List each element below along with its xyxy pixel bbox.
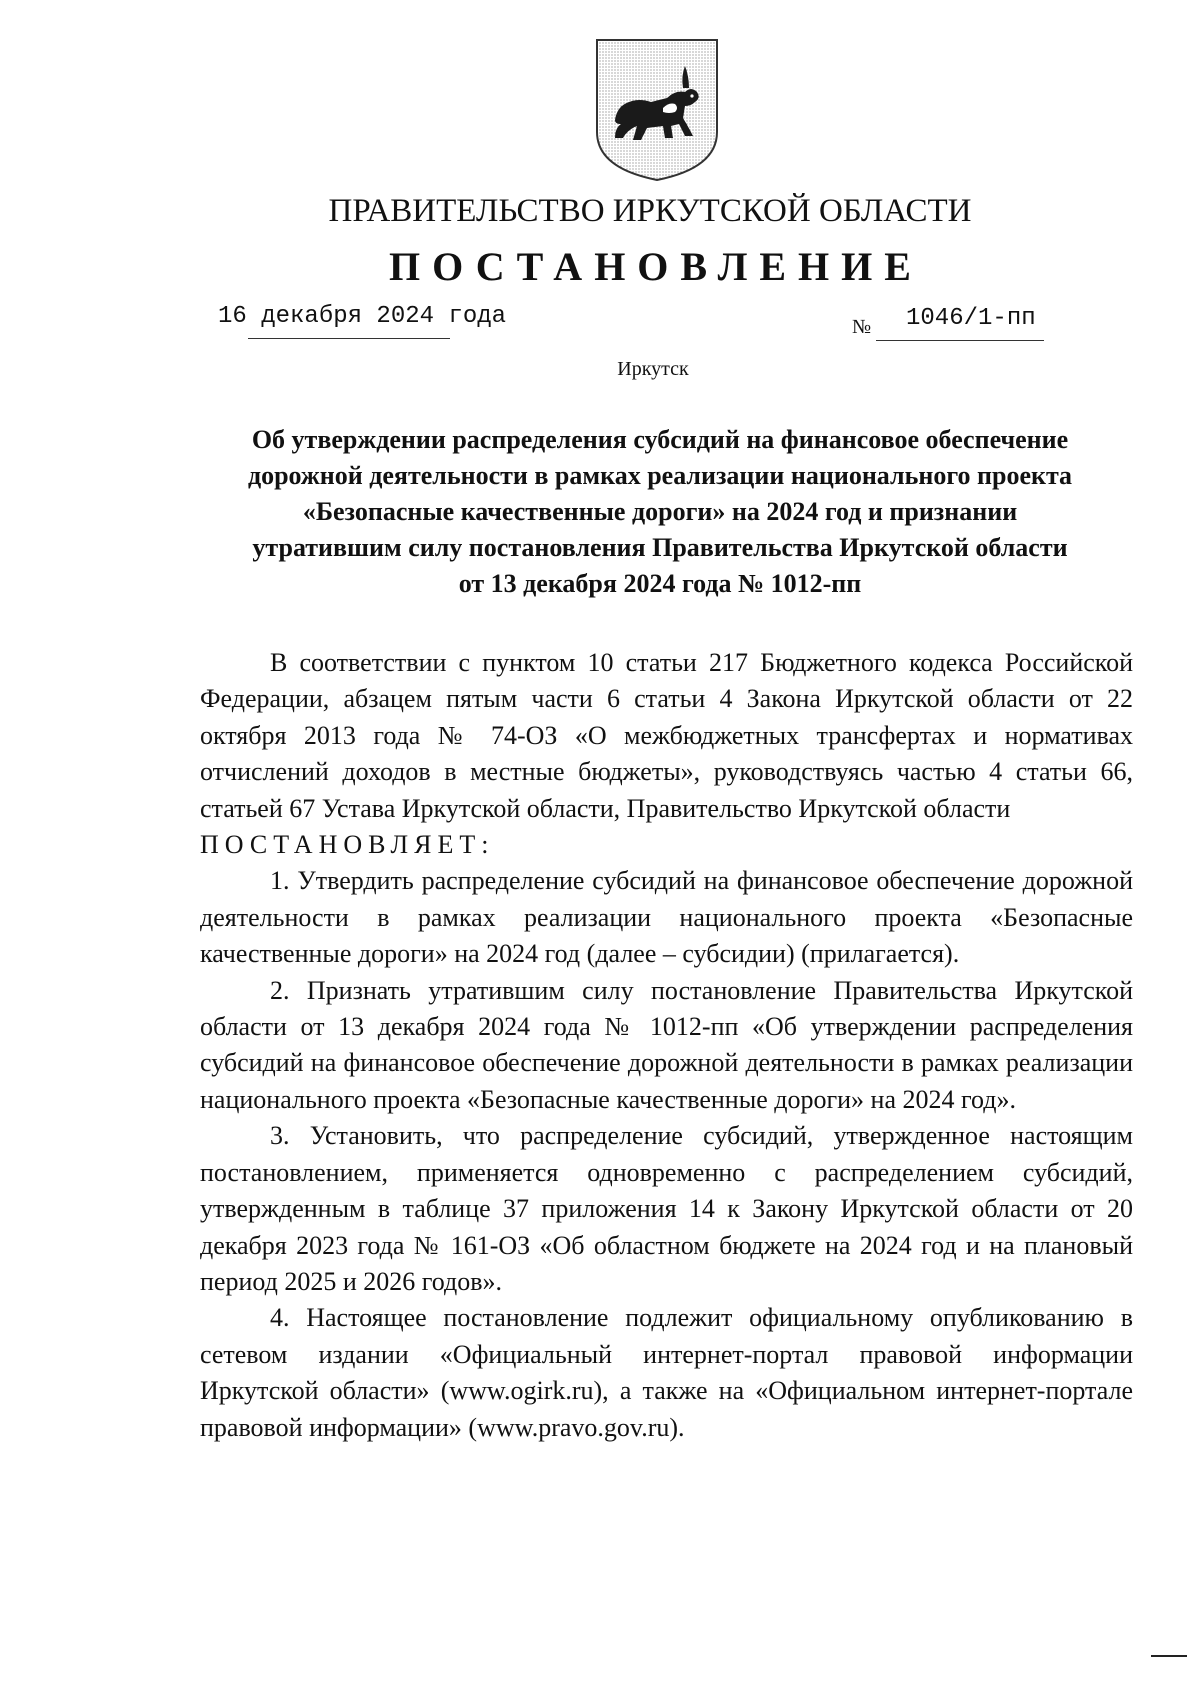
government-name: ПРАВИТЕЛЬСТВО ИРКУТСКОЙ ОБЛАСТИ [328,193,972,229]
document-title [200,422,1120,602]
date-underline [248,338,450,339]
document-date: 16 декабря 2024 года [218,303,507,330]
title-line: от 13 декабря 2024 года № 1012-пп [458,569,862,598]
number-underline [876,340,1044,341]
page-continuation-mark [1151,1655,1187,1657]
number-label: № [852,316,872,338]
document-city: Иркутск [617,358,689,380]
title-line: утратившим силу постановления Правительства Иркутской области [252,533,1068,562]
title-line: Об утверждении распределения субсидий на финансовое обеспечение [251,425,1069,454]
document-type: ПОСТАНОВЛЕНИЕ [389,244,923,289]
preamble-paragraph: В соответствии с пунктом 10 статьи 217 Бюджетного кодекса Российской Федерации, абзацем пятым части 6 статьи 4 Закона Иркутской области от 22 октября 2013 года № 74-ОЗ «О межбюджетных трансфертах и нормативах отчислений доходов в местные бюджеты», руководствуясь частью 4 статьи 66, статьей 67 Устава Иркутской области, Правительство Иркутской области [200,648,1133,823]
title-line: «Безопасные качественные дороги» на 2024 год и признании [302,497,1018,526]
coat-of-arms-irkutsk-icon [593,36,721,184]
decree-word: ПОСТАНОВЛЯЕТ: [200,830,495,860]
decree-item: 1. Утвердить распределение субсидий на финансовое обеспечение дорожной деятельности в рамках реализации национального проекта «Безопасные качественные дороги» на 2024 год (далее – субсидии) (прилагается). [200,866,1133,969]
decree-item: 3. Установить, что распределение субсидий, утвержденное настоящим постановлением, применяется одновременно с распределением субсидий, утвержденным в таблице 37 приложения 14 к Закону Иркутской области от 20 декабря 2023 года № 161-ОЗ «Об областном бюджете на 2024 год и на плановый период 2025 и 2026 годов». [200,1121,1133,1296]
decree-item: 2. Признать утратившим силу постановление Правительства Иркутской области от 13 декабря 2024 года № 1012-пп «Об утверждении распределения субсидий на финансовое обеспечение дорожной деятельности в рамках реализации национального проекта «Безопасные качественные дороги» на 2024 год». [200,975,1133,1114]
title-line: дорожной деятельности в рамках реализации национального проекта [247,461,1073,490]
document-number: 1046/1-пп [906,305,1036,332]
document-body [200,645,1133,1446]
decree-item: 4. Настоящее постановление подлежит официальному опубликованию в сетевом издании «Официальный интернет-портал правовой информации Иркутской области» (www.ogirk.ru), а также на «Официальном интернет-портале правовой информации» (www.pravo.gov.ru). [200,1303,1133,1442]
